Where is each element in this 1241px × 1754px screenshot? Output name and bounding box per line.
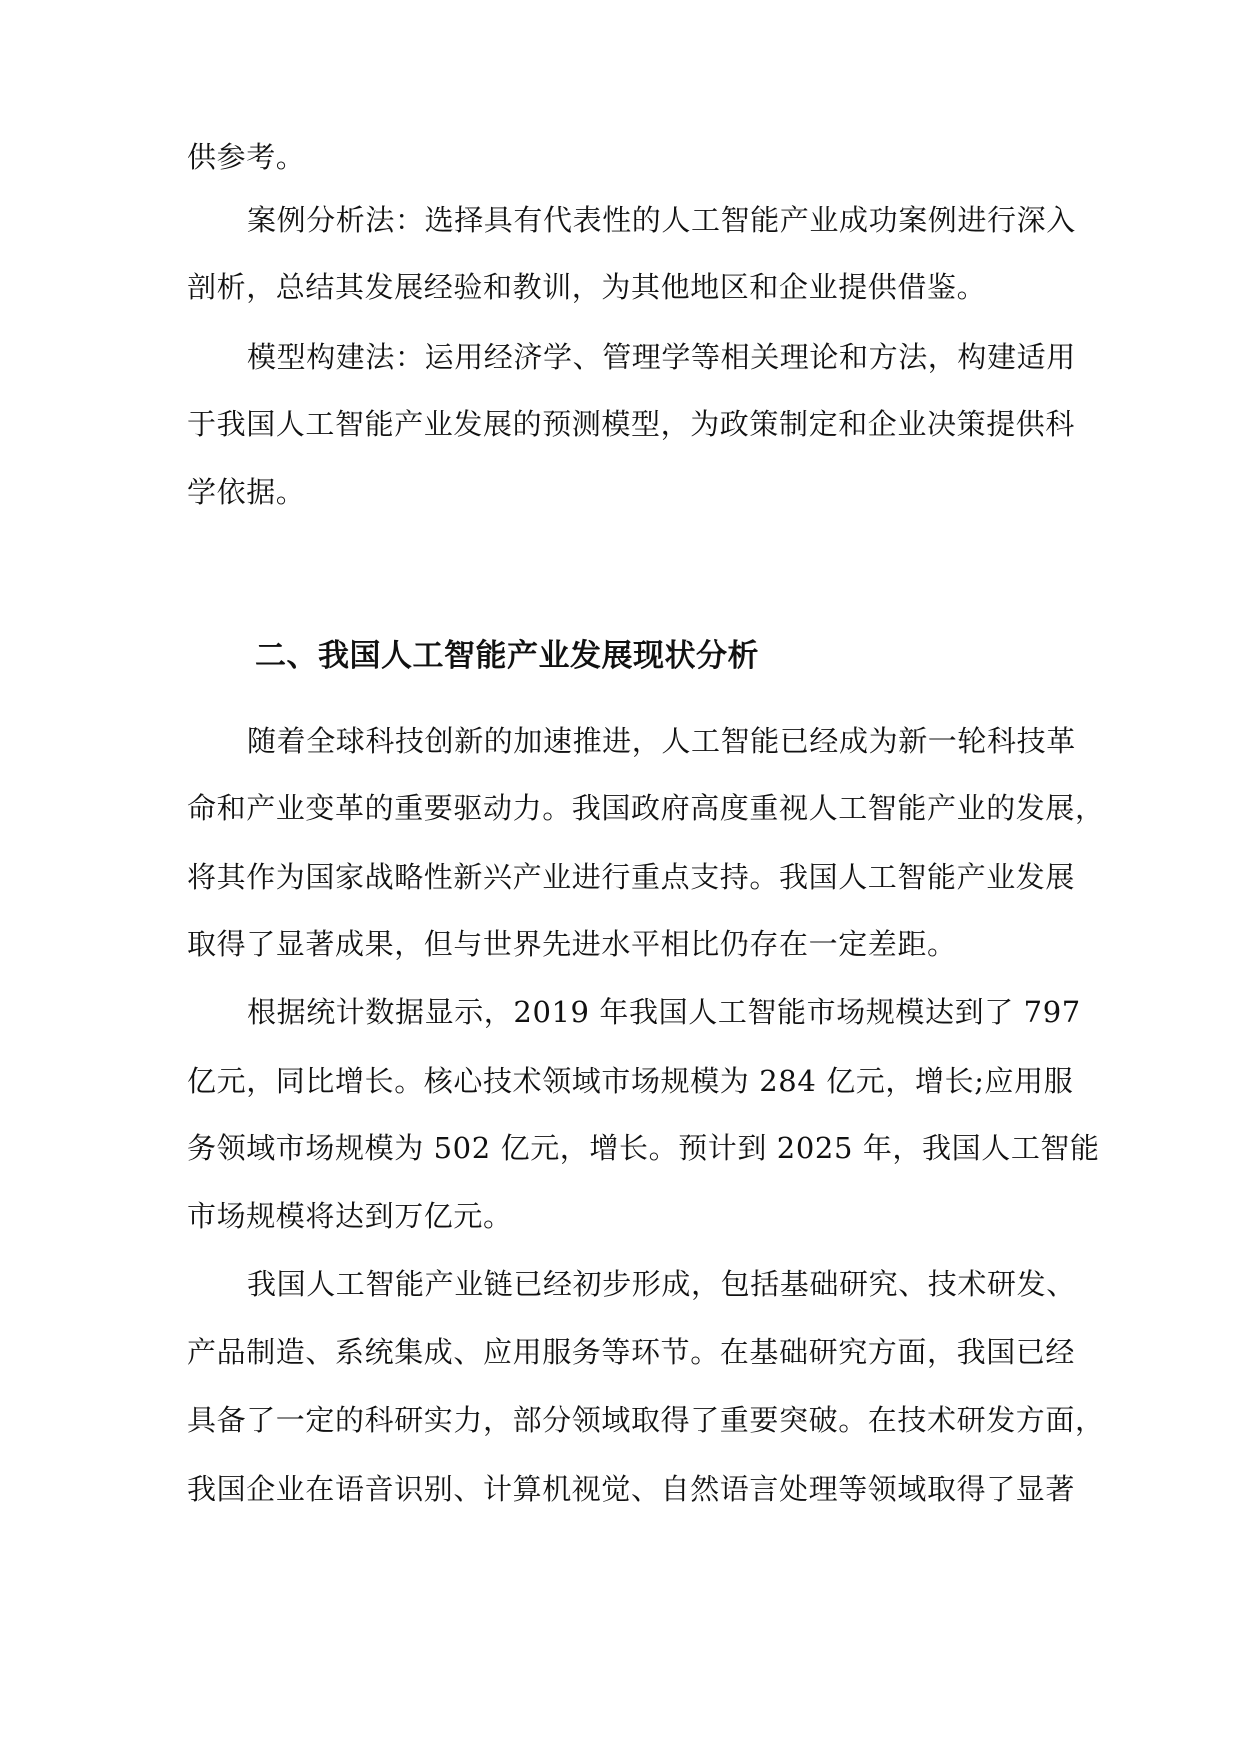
text-line: 于我国人工智能产业发展的预测模型，为政策制定和企业决策提供科 xyxy=(187,407,1076,441)
text-line: 务领域市场规模为 502 亿元，增长。预计到 2025 年，我国人工智能 xyxy=(187,1131,1100,1165)
text-line: 模型构建法：运用经济学、管理学等相关理论和方法，构建适用 xyxy=(247,340,1076,374)
text-line: 案例分析法：选择具有代表性的人工智能产业成功案例进行深入 xyxy=(247,203,1076,237)
text-line: 将其作为国家战略性新兴产业进行重点支持。我国人工智能产业发展 xyxy=(187,860,1076,894)
text-line: 亿元，同比增长。核心技术领域市场规模为 284 亿元，增长;应用服 xyxy=(187,1064,1074,1098)
text-line: 我国人工智能产业链已经初步形成，包括基础研究、技术研发、 xyxy=(247,1267,1076,1301)
text-line: 学依据。 xyxy=(187,475,306,509)
text-line: 供参考。 xyxy=(187,140,306,174)
text-line: 市场规模将达到万亿元。 xyxy=(187,1199,513,1233)
text-line: 随着全球科技创新的加速推进，人工智能已经成为新一轮科技革 xyxy=(247,724,1076,758)
text-line: 具备了一定的科研实力，部分领域取得了重要突破。在技术研发方面， xyxy=(187,1403,1105,1437)
text-line: 产品制造、系统集成、应用服务等环节。在基础研究方面，我国已经 xyxy=(187,1335,1076,1369)
section-heading: 二、我国人工智能产业发展现状分析 xyxy=(255,638,759,674)
text-line: 取得了显著成果，但与世界先进水平相比仍存在一定差距。 xyxy=(187,927,957,961)
text-line: 剖析，总结其发展经验和教训，为其他地区和企业提供借鉴。 xyxy=(187,270,987,304)
text-line: 根据统计数据显示，2019 年我国人工智能市场规模达到了 797 xyxy=(247,995,1081,1029)
text-line: 我国企业在语音识别、计算机视觉、自然语言处理等领域取得了显著 xyxy=(187,1472,1076,1506)
text-line: 命和产业变革的重要驱动力。我国政府高度重视人工智能产业的发展， xyxy=(187,791,1105,825)
